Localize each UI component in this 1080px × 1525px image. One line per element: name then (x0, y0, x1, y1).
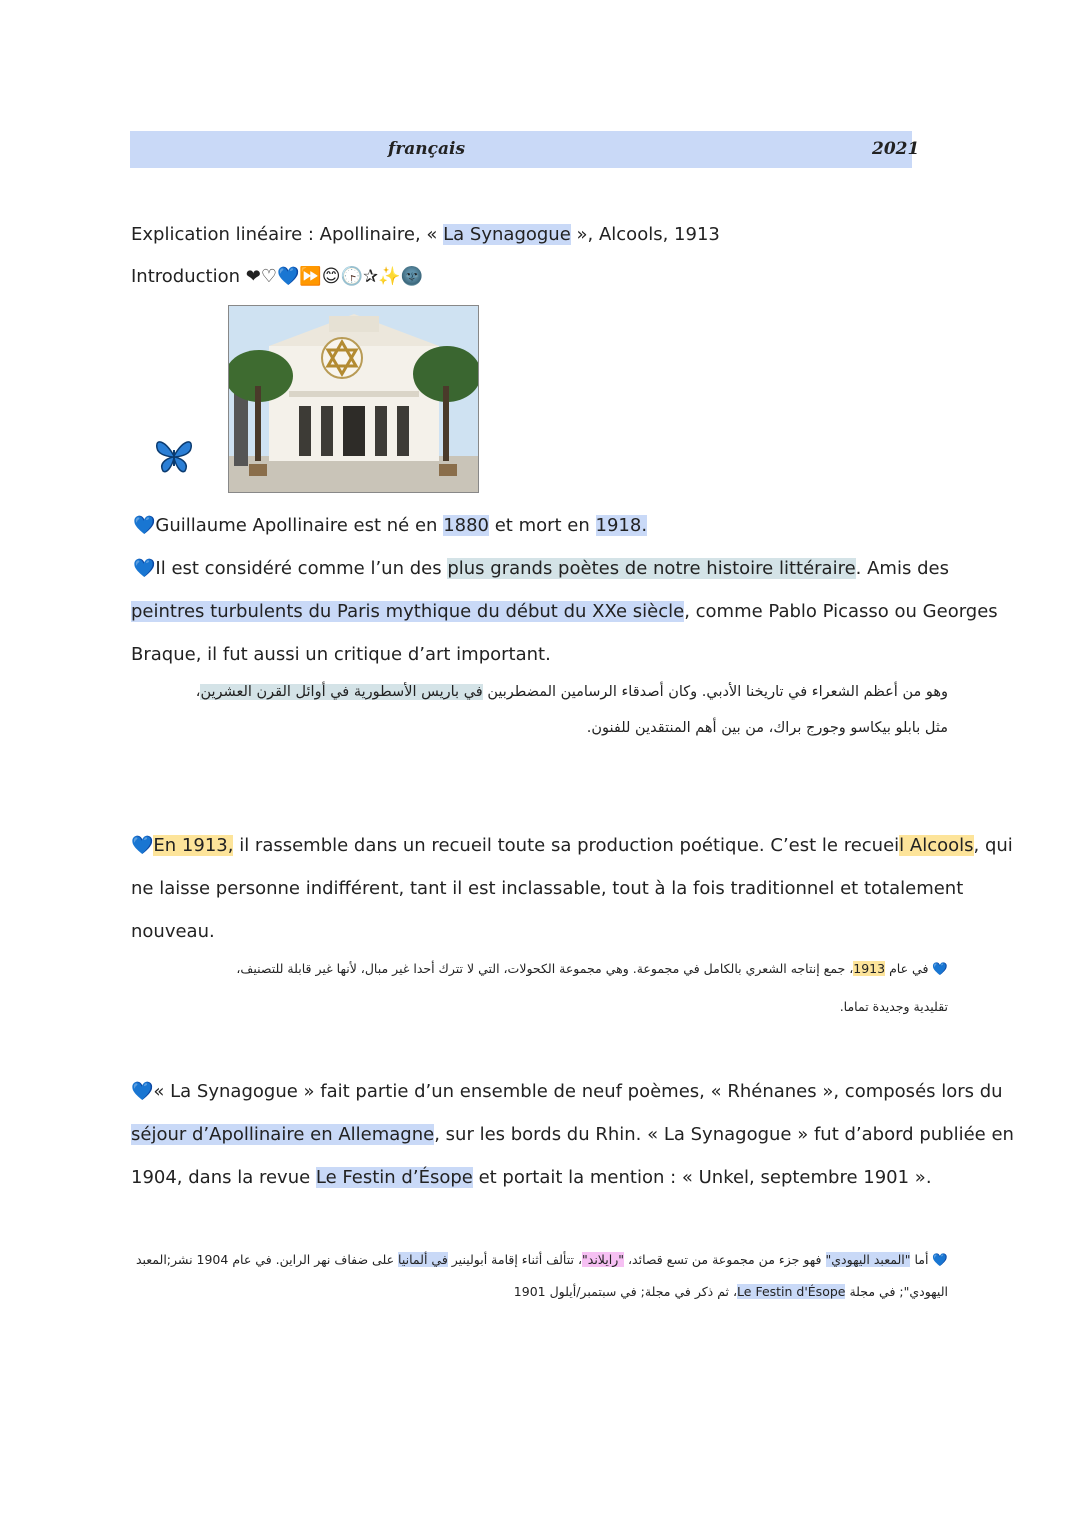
heart-icon: 💙 (133, 515, 156, 536)
paragraph-alcools-line2: ne laisse personne indifférent, tant il est inclassable, tout à la fois traditionnel et totalement (131, 878, 964, 899)
paragraph-birth: 💙Guillaume Apollinaire est né en 1880 et mort en 1918. (133, 515, 648, 536)
synagogue-photo (228, 305, 479, 493)
paragraph-poet-line1: 💙Il est considéré comme l’un des plus grands poètes de notre histoire littéraire. Amis des (133, 558, 949, 579)
page-title: Explication linéaire : Apollinaire, « La Synagogue », Alcools, 1913 (131, 224, 720, 245)
header-subject: français (388, 139, 466, 159)
paragraph-synagogue-line2: séjour d’Apollinaire en Allemagne, sur les bords du Rhin. « La Synagogue » fut d’abord publiée en (131, 1124, 1014, 1145)
heart-icon: 💙 (932, 1252, 948, 1267)
paragraph-synagogue-line3: 1904, dans la revue Le Festin d’Ésope et portait la mention : « Unkel, septembre 1901 ». (131, 1167, 932, 1188)
arabic-translation-2-line1: 💙 في عام 1913، جمع إنتاجه الشعري بالكامل في مجموعة. وهي مجموعة الكحولات، التي لا تترك أحدا غير مبال، لأنها غير قابلة للتصنيف، (236, 961, 948, 976)
heart-icon: 💙 (932, 961, 948, 976)
heart-icon: 💙 (131, 835, 154, 856)
arabic-translation-1-line2: مثل بابلو بيكاسو وجورج براك، من بين أهم المنتقدين للفنون. (586, 720, 948, 736)
paragraph-alcools-line3: nouveau. (131, 921, 215, 942)
paragraph-poet-line3: Braque, il fut aussi un critique d’art important. (131, 644, 551, 665)
arabic-translation-3-line1: 💙 أما "المعبد اليهودي" فهو جزء من مجموعة من تسع قصائد، "رايلاند"، تتألف أثناء إقامة أبولينير في ألمانيا على ضفاف نهر الراين. في عام 1904 نشر;المعبد (135, 1252, 948, 1267)
arabic-translation-3-line2: اليهودي"; في مجلة Le Festin d'Ésope، ثم ذكر في مجلة; في سبتمبر/أيلول 1901 (513, 1284, 948, 1299)
heart-icon: 💙 (131, 1081, 154, 1102)
heart-icon: 💙 (133, 558, 156, 579)
title-highlight: La Synagogue (443, 224, 571, 245)
header-bar (130, 131, 912, 168)
butterfly-icon (155, 438, 193, 474)
arabic-translation-1-line1: وهو من أعظم الشعراء في تاريخنا الأدبي. وكان أصدقاء الرسامين المضطربين في باريس الأسطورية في أوائل القرن العشرين، (195, 684, 948, 700)
intro-emojis: ❤♡💙⏩😊🕞✰✨🌚 (245, 266, 423, 287)
paragraph-alcools-line1: 💙En 1913, il rassemble dans un recueil toute sa production poétique. C’est le recueil Alcools, qui (131, 835, 1013, 856)
paragraph-synagogue-line1: 💙« La Synagogue » fait partie d’un ensemble de neuf poèmes, « Rhénanes », composés lors du (131, 1081, 1003, 1102)
intro-heading: Introduction ❤♡💙⏩😊🕞✰✨🌚 (131, 266, 423, 287)
header-year: 2021 (872, 139, 920, 159)
arabic-translation-2-line2: تقليدية وجديدة تماما. (839, 999, 948, 1014)
paragraph-poet-line2: peintres turbulents du Paris mythique du début du XXe siècle, comme Pablo Picasso ou Georges (131, 601, 998, 622)
